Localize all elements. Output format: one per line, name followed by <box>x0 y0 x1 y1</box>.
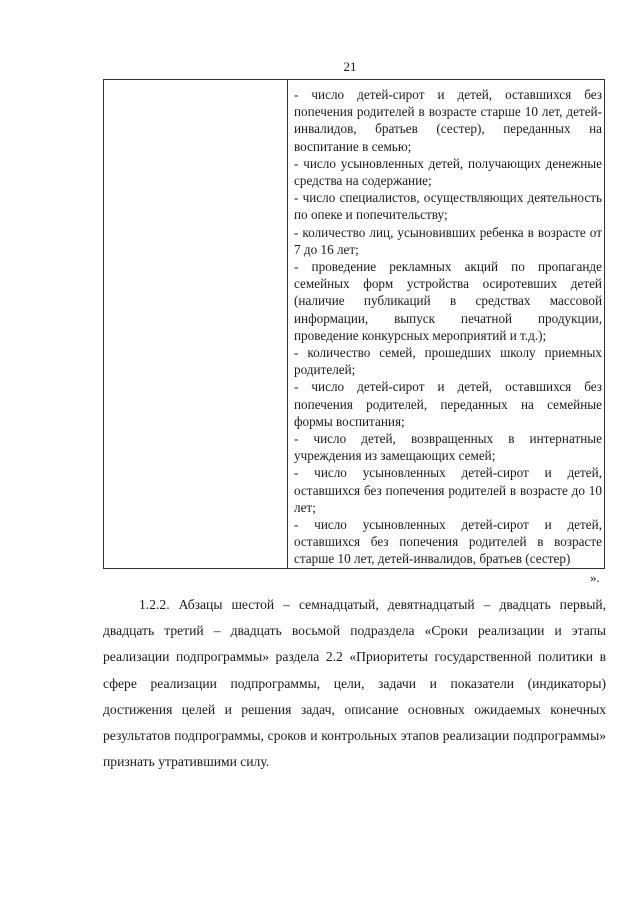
table-row <box>104 80 605 569</box>
indicators-table <box>103 79 605 569</box>
list-item: - число детей-сирот и детей, оставшихся без попечения родителей, переданных на семейные формы воспитания; <box>294 379 602 429</box>
closing-quote: ». <box>590 570 600 585</box>
table-cell-indicators <box>288 80 605 569</box>
list-item: - проведение рекламных акций по пропаганде семейных форм устройства осиротевших детей (наличие публикаций в средствах массовой информации, выпуск печатной продукции, проведение конкурсных мероприятий и т.д.); <box>294 259 602 343</box>
body-paragraph: 1.2.2. Абзацы шестой – семнадцатый, девятнадцатый – двадцать первый, двадцать третий – двадцать восьмой подраздела «Сроки реализации и этапы реализации подпрограммы» раздела 2.2 «Приоритеты государственной политики в сфере реализации подпрограммы, цели, задачи и показатели (индикаторы) достижения целей и решения задач, описание основных ожидаемых конечных результатов подпрограммы, сроков и контрольных этапов реализации подпрограммы» признать утратившими силу. <box>103 597 606 770</box>
list-item: - число усыновленных детей-сирот и детей, оставшихся без попечения родителей в возрасте до 10 лет; <box>294 465 602 515</box>
list-item: - число усыновленных детей, получающих денежные средства на содержание; <box>294 155 602 189</box>
list-item: - число детей, возвращенных в интернатные учреждения из замещающих семей; <box>294 431 602 464</box>
page-number: 21 <box>343 59 357 74</box>
list-item: - число усыновленных детей-сирот и детей, оставшихся без попечения родителей в возрасте старше 10 лет, детей-инвалидов, братьев (сестер) <box>294 517 602 567</box>
list-item: - количество семей, прошедших школу приемных родителей; <box>294 345 602 378</box>
table-cell-left <box>104 80 288 569</box>
list-item: - количество лиц, усыновивших ребенка в возрасте от 7 до 16 лет; <box>294 224 602 257</box>
list-item: - число специалистов, осуществляющих деятельность по опеке и попечительству; <box>294 190 602 223</box>
list-item: - число детей-сирот и детей, оставшихся без попечения родителей в возрасте старше 10 лет, детей-инвалидов, братьев (сестер), переданных на воспитание в семью; <box>294 87 602 154</box>
